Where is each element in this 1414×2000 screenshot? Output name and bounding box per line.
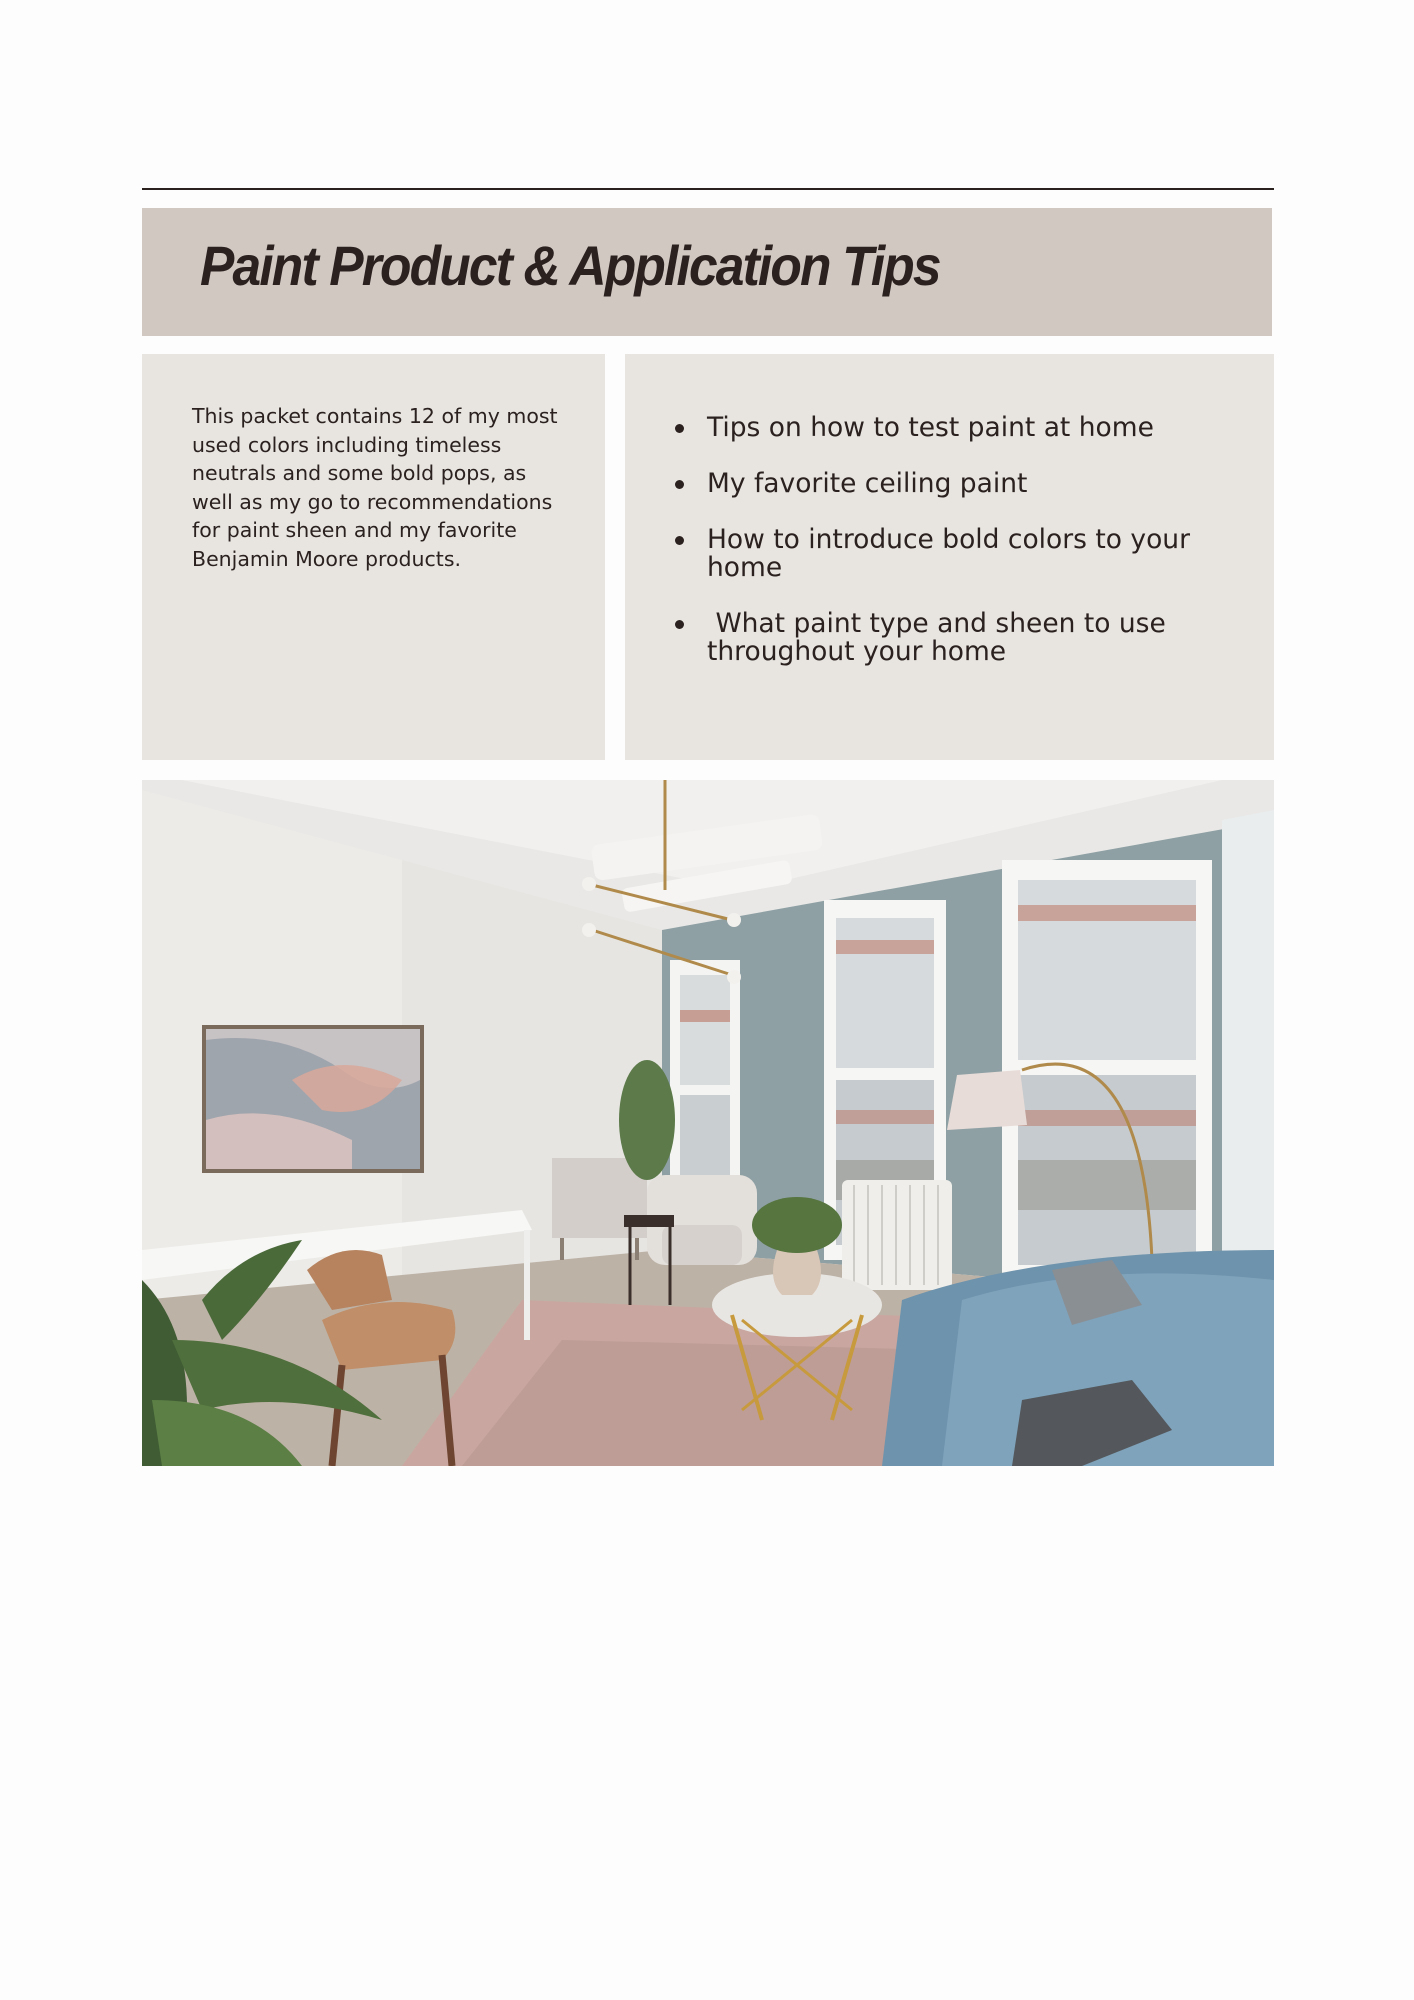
- top-rule: [142, 188, 1274, 190]
- list-item: [675, 526, 1235, 582]
- tips-list: [675, 414, 1235, 694]
- bullet-icon: [675, 424, 684, 433]
- list-item: [675, 470, 1235, 498]
- tip-text: What paint type and sheen to use throughout your home: [707, 608, 1175, 667]
- page-title: Paint Product & Application Tips: [200, 234, 940, 297]
- list-item: [675, 610, 1235, 666]
- tips-panel: [625, 354, 1274, 760]
- list-item: [675, 414, 1235, 442]
- bullet-icon: [675, 620, 684, 629]
- bullet-icon: [675, 480, 684, 489]
- intro-panel: [142, 354, 605, 760]
- tip-text: How to introduce bold colors to your home: [707, 524, 1199, 583]
- living-room-photo: [142, 780, 1274, 1466]
- tip-text: Tips on how to test paint at home: [707, 412, 1154, 443]
- intro-text: This packet contains 12 of my most used colors including timeless neutrals and some bold pops, as well as my go to recommendations for paint sheen and my favorite Benjamin Moore products.: [192, 404, 558, 571]
- tip-text: My favorite ceiling paint: [707, 468, 1028, 499]
- window-3: [1002, 860, 1212, 1280]
- bullet-icon: [675, 536, 684, 545]
- title-band: [142, 208, 1272, 336]
